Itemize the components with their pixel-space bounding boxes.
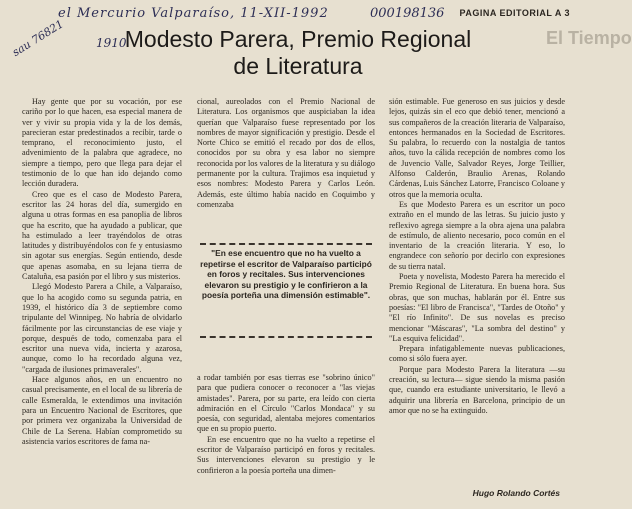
article-column-1 [22,97,182,499]
article-column-2 [197,97,375,237]
adjacent-page-bleed: El Tiempo [546,28,632,48]
handwritten-year: 1910 [96,36,127,50]
paragraph: a rodar también por esas tierras ese "sobrino único" para que pudiera conocer o reconocer a "las viejas amistades". Parera, por su parte, era leído con cierta admiración en el Círculo "Carlos Mondaca" y su poesía, con seguridad, alentaba mejores comentarios que en su propio puerto. [197,373,375,434]
paragraph: sión estimable. Fue generoso en sus juicios y desde lejos, quizás sin el eco que debió tener, mencionó a sus compañeros de la creación literaria de Valparaíso, entonces hermanados en la Sociedad de Escritores. Su palabra, lo recuerdo con la nostalgia de tantos años, tuvo la cálida recepción de nombres como los de Juvencio Valle, Salvador Reyes, Jorge Teillier, Alfonso Calderón, Braulio Arenas, Rolando Cárdenas, Luis Sánchez Latorre, Francisco Coloane y otros que la memoria oculta. [389,97,565,199]
paragraph: Creo que es el caso de Modesto Parera, escritor las 24 horas del día, sumergido en alguna u otras formas en esa panoplia de libros que ha escrito, que ha ayudado a publicar, que ha estimulado a leer trayéndolos de otras latitudes y distribuyéndolos con fe y entusiasmo sin agotar sus energías. Según entiendo, desde que apenas asomaba, en su lejana tierra de Cataluña, esa pasión por el libro y sus misterios. [22,189,182,282]
paragraph: En ese encuentro que no ha vuelto a repetirse el escritor de Valparaíso participó en foros y recitales. Sus intervenciones elevaron su prestigio y le confirieron a la poesía porteña una dimen- [197,434,375,475]
paragraph: Prepara infatigablemente nuevas publicaciones, como si sólo fuera ayer. [389,344,565,364]
handwritten-source-note: el Mercurio Valparaíso, 11-XII-1992 [58,6,329,21]
handwritten-archive-number: 000198136 [370,6,445,21]
paragraph: Hace algunos años, en un encuentro no casual precisamente, en el local de su librería de calle Esmeralda, le extendimos una invitación para un Encuentro Nacional de Escritores, que por primera vez organizaba la Universidad de Chile de La Serena. Habían comprometido su asistencia varios escritores de fama na- [22,375,182,446]
pull-quote-rule-top [200,243,372,245]
paragraph: cional, aureolados con el Premio Nacional de Literatura. Los organismos que auspiciaban la idea querían que Valparaíso fuese representado por los nombres de mayor significación y prestigio. Desde el Norte Chico se emitió el recado por dos de ellos, conocidos por su obra y esa labor no siempre reconocida por los valores de la literatura y su diálogo permanente por la cultura. Trajimos esa inquietud y esos nombres: Modesto Parera y Carlos León. Además, este último había nacido en Coquimbo y comenzaba [197,97,375,209]
pull-quote-rule-bottom [200,336,372,338]
handwritten-side-id: sau 76821 [10,17,66,60]
paragraph: Es que Modesto Parera es un escritor un poco extraño en el mundo de las letras. Su juicio justo y reflexivo agrega siempre a la obra ajena una palabra de estímulo, de aliento necesario, poco común en el inventario de la creación literaria. Y eso, lo engrandece con señorío por decirlo con expresiones de su tierra natal. [389,199,565,271]
pull-quote: "En ese encuentro que no ha vuelto a repetirse el escritor de Valparaíso participó en foros y recitales. Sus intervenciones elevaron su prestigio y le confirieron a la poesía porteña una dimensión estimable". [200,248,372,300]
byline: Hugo Rolando Cortés [472,488,560,498]
paragraph: Porque para Modesto Parera la literatura —su creación, su lectura— sigue siendo la misma pasión que, cuando era estudiante universitario, le llevó a adquirir una librería en Barcelona, principio de un amor que no se ha extinguido. [389,364,565,415]
paragraph: Hay gente que por su vocación, por ese cariño por lo que hacen, esa especial manera de ver y vivir su propia vida y la de los demás, parecieran estar predestinados a recibir, tarde o temprano, el reconocimiento justo, el advenimiento de la palabra que agradece, no siempre a tiempo, pero que llega para dejar el testimonio de lo que han ido dejando como lección duradera. [22,97,182,189]
article-column-2-continued [197,373,375,501]
article-column-3 [389,97,565,479]
article-title: Modesto Parera, Premio Regional de Literatura [124,26,472,79]
paragraph: Llegó Modesto Parera a Chile, a Valparaíso, que lo ha acogido como su segunda patria, en 1939, el histórico día 3 de septiembre como tripulante del Winnipeg. No habría de olvidarlo fácilmente por las circunstancias de ese viaje y porque, después de todo, comenzaba para el escritor una nueva vida, incierta y azarosa, aunque, como lo ha recordado alguna vez, "cargada de ilusiones primaverales". [22,282,182,374]
section-label: PAGINA EDITORIAL A 3 [459,8,570,18]
paragraph: Poeta y novelista, Modesto Parera ha merecido el Premio Regional de Literatura. En buena hora. Sus obras, que son muchas, hablarán por él. Entre sus poesías: "El libro de Francisca", "Tardes de Otoño" y "El río Infinito". De sus novelas es preciso mencionar "Máscaras", "La sombra del destino" y "La esquiva felicidad". [389,272,565,343]
